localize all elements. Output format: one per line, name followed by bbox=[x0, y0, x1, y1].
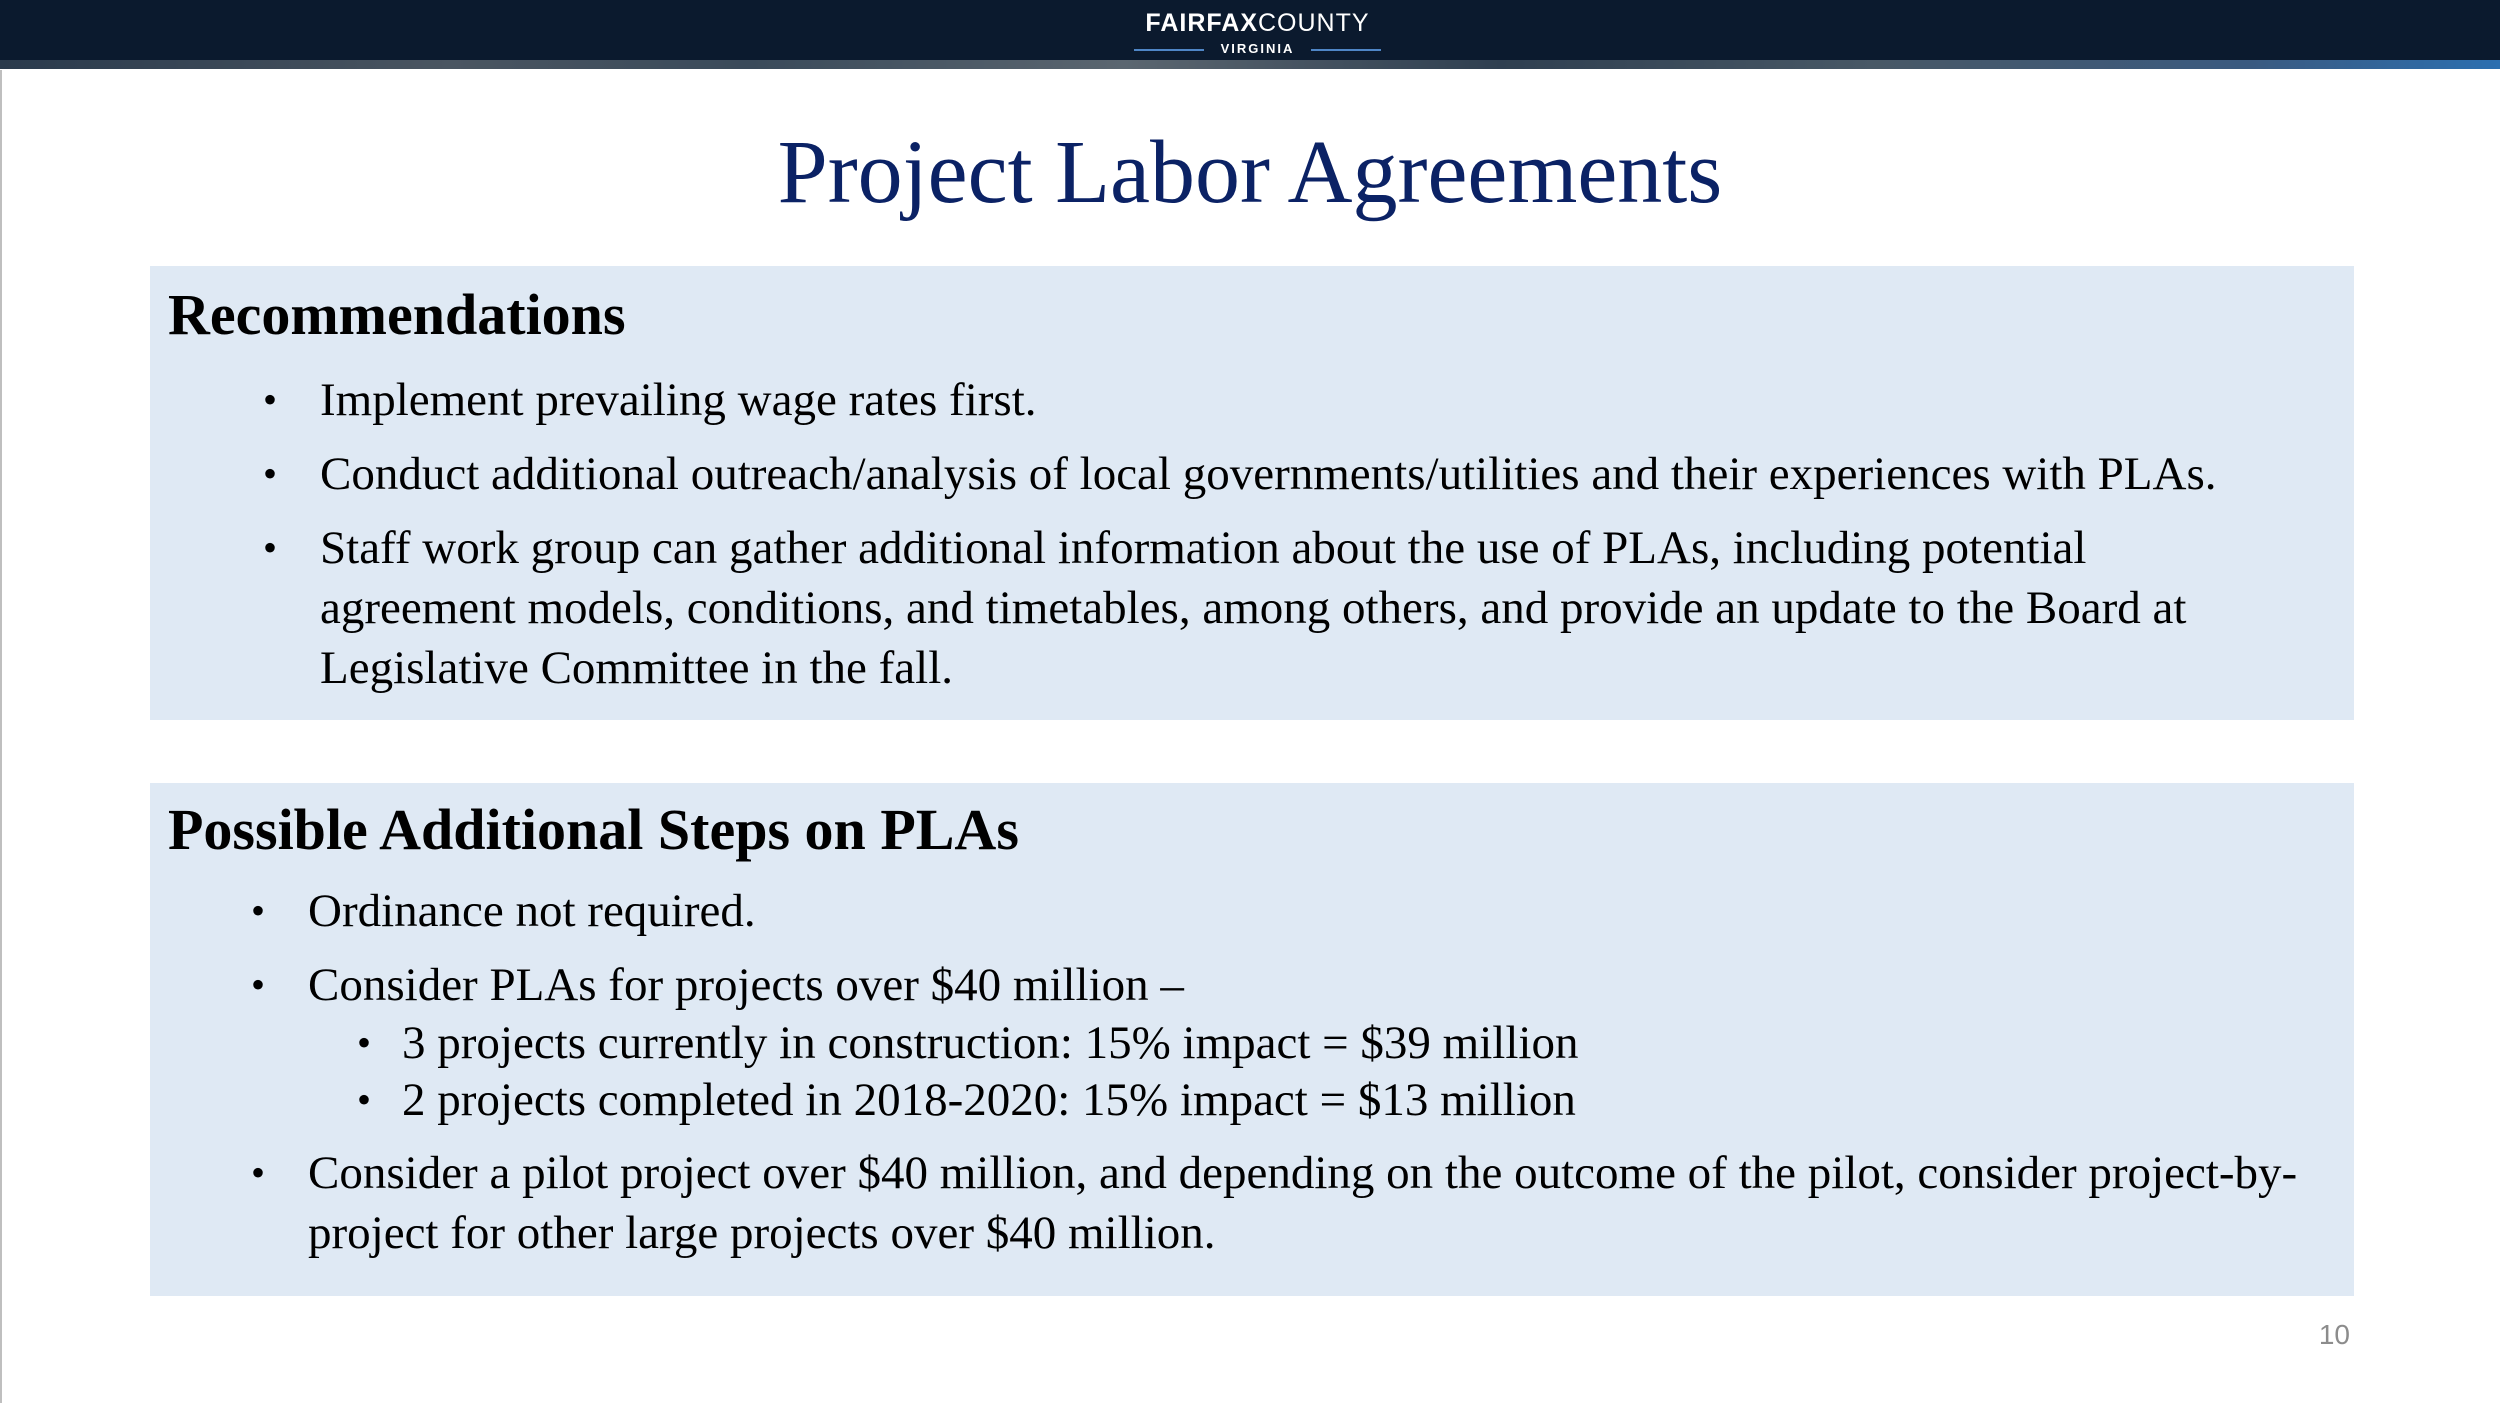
logo-wordmark bbox=[1130, 8, 1385, 38]
banner-photo-strip bbox=[0, 60, 2500, 69]
recommendations-panel bbox=[150, 266, 2354, 720]
step-sub-text: 3 projects currently in construction: 15% impact = $39 million bbox=[402, 1017, 1579, 1069]
step-text: Ordinance not required. bbox=[308, 885, 756, 937]
bullet-icon: • bbox=[251, 1150, 266, 1195]
bullet-icon: • bbox=[251, 962, 266, 1007]
recommendation-text: Conduct additional outreach/analysis of local governments/utilities and their experiences with PLAs. bbox=[320, 448, 2217, 500]
logo-rule-right bbox=[1311, 49, 1381, 51]
step-sub-text: 2 projects completed in 2018-2020: 15% impact = $13 million bbox=[402, 1074, 1576, 1126]
county-logo bbox=[1130, 8, 1385, 60]
logo-rule-left bbox=[1134, 49, 1204, 51]
recommendation-item bbox=[263, 444, 2340, 504]
recommendations-heading: Recommendations bbox=[168, 282, 626, 347]
additional-steps-panel bbox=[150, 783, 2354, 1296]
bullet-icon: • bbox=[263, 451, 278, 496]
recommendation-item bbox=[263, 370, 2310, 430]
recommendation-text: Staff work group can gather additional information about the use of PLAs, including potential agreement models, conditions, and timetables, among others, and provide an update to the Board at Legislative Committee in the fall. bbox=[320, 522, 2187, 694]
logo-subtitle-text: VIRGINIA bbox=[1220, 41, 1295, 56]
page-number: 10 bbox=[2318, 1319, 2350, 1350]
step-item bbox=[251, 1143, 2308, 1263]
slide-title: Project Labor Agreements bbox=[777, 123, 1723, 222]
bullet-icon: • bbox=[263, 525, 278, 570]
step-item bbox=[251, 881, 2298, 941]
bullet-icon: • bbox=[357, 1020, 372, 1065]
step-text: Consider a pilot project over $40 million, and depending on the outcome of the pilot, consider project-by-project for other large projects over $40 million. bbox=[308, 1147, 2298, 1259]
page-edge bbox=[0, 70, 2, 1403]
step-sub-item bbox=[357, 1070, 2302, 1130]
step-sub-item bbox=[357, 1013, 2302, 1073]
logo-wordmark-bold: FAIRFAX bbox=[1145, 9, 1258, 37]
header-banner bbox=[0, 0, 2500, 66]
logo-subtitle bbox=[1130, 40, 1385, 58]
bullet-icon: • bbox=[357, 1077, 372, 1122]
bullet-icon: • bbox=[263, 377, 278, 422]
bullet-icon: • bbox=[251, 888, 266, 933]
logo-wordmark-light: COUNTY bbox=[1258, 9, 1370, 37]
recommendation-text: Implement prevailing wage rates first. bbox=[320, 374, 1037, 426]
additional-steps-heading: Possible Additional Steps on PLAs bbox=[168, 797, 1019, 862]
recommendation-item bbox=[263, 518, 2290, 698]
step-text: Consider PLAs for projects over $40 million – bbox=[308, 959, 1184, 1011]
step-item bbox=[251, 955, 2298, 1015]
